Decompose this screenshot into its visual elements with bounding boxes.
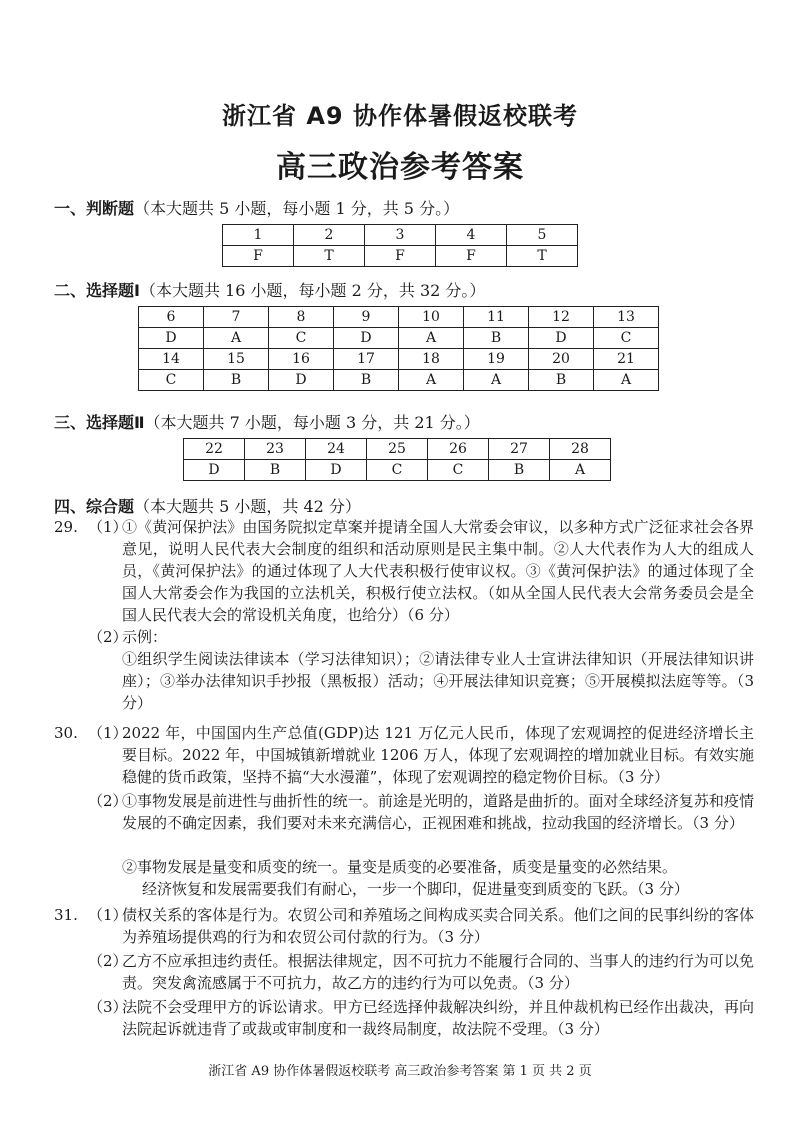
question-number-cell: 21 — [594, 349, 659, 370]
answer-cell: A — [399, 328, 464, 349]
question-number-cell: 13 — [594, 307, 659, 328]
answer-cell: B — [529, 370, 594, 391]
answer-text: ①组织学生阅读法律读本（学习法律知识）；②请法律专业人士宣讲法律知识（开展法律知识讲座）；③举办法律知识手抄报（黑板报）活动；④开展法律知识竞赛；⑤开展模拟法庭等等。（3 分） — [122, 650, 754, 712]
question-number: 30. — [54, 724, 78, 742]
answer-cell: T — [294, 246, 365, 267]
answer-cell: C — [428, 460, 489, 481]
section1-heading — [54, 196, 459, 219]
sub-question-label: （1） — [88, 724, 128, 742]
section3-note: （本大题共 7 小题，每小题 3 分，共 21 分。） — [144, 413, 480, 432]
answer-cell: D — [139, 328, 204, 349]
page-footer: 浙江省 A9 协作体暑假返校联考 高三政治参考答案 第 1 页 共 2 页 — [208, 1064, 592, 1079]
table-row — [184, 439, 611, 460]
question-number-cell: 22 — [184, 439, 245, 460]
question-number-cell: 9 — [334, 307, 399, 328]
table-row — [184, 460, 611, 481]
answer-text: ②事物发展是量变和质变的统一。量变是质变的必要准备，质变是量变的必然结果。 — [122, 858, 678, 876]
section1-note: （本大题共 5 小题，每小题 1 分，共 5 分。） — [134, 199, 460, 218]
exam-title: 浙江省 A9 协作体暑假返校联考 — [222, 102, 578, 130]
section3-answer-table — [183, 438, 611, 481]
sub-question-label: （2） — [88, 792, 128, 810]
section4-heading — [54, 494, 361, 517]
question-number-cell: 20 — [529, 349, 594, 370]
question-number-cell: 2 — [294, 225, 365, 246]
answer-text: ①事物发展是前进性与曲折性的统一。前途是光明的，道路是曲折的。面对全球经济复苏和疫情发展的不确定因素，我们要对未来充满信心，正视困难和挑战，拉动我国的经济增长。（3 分） — [122, 792, 754, 832]
answer-heading: 示例： — [122, 628, 168, 646]
question-number: 31. — [54, 906, 78, 924]
section3-label: 三、选择题Ⅱ — [54, 413, 145, 432]
question-number-cell: 19 — [464, 349, 529, 370]
question-number-cell: 11 — [464, 307, 529, 328]
question-number-cell: 12 — [529, 307, 594, 328]
question-number-cell: 6 — [139, 307, 204, 328]
question-number-cell: 5 — [507, 225, 578, 246]
section2-heading — [54, 278, 485, 301]
question-number: 29. — [54, 518, 78, 536]
answer-cell: D — [306, 460, 367, 481]
section2-label: 二、选择题Ⅰ — [54, 281, 140, 300]
question-number-cell: 23 — [245, 439, 306, 460]
answer-text: ①《黄河保护法》由国务院拟定草案并提请全国人大常委会审议，以多种方式广泛征求社会各界意见，说明人民代表大会制度的组织和活动原则是民主集中制。②人大代表作为人大的组成人员，《黄河保护法》的通过体现了人大代表积极行使审议权。③《黄河保护法》的通过体现了全国人大常委会作为我国的立法机关，积极行使立法权。（如从全国人民代表大会常务委员会是全国人民代表大会的常设机关角度，也给分）（6 分） — [122, 518, 754, 624]
answer-cell: D — [269, 370, 334, 391]
section4-note: （本大题共 5 小题，共 42 分） — [134, 497, 361, 516]
question-number-cell: 10 — [399, 307, 464, 328]
answer-cell: A — [594, 370, 659, 391]
question-number-cell: 14 — [139, 349, 204, 370]
section1-label: 一、判断题 — [54, 199, 135, 218]
answer-text: 乙方不应承担违约责任。根据法律规定，因不可抗力不能履行合同的、当事人的违约行为可以免责。突发禽流感属于不可抗力，故乙方的违约行为可以免责。（3 分） — [122, 952, 754, 992]
sub-question-label: （3） — [88, 998, 128, 1016]
sub-question-label: （2） — [88, 628, 128, 646]
sub-question-label: （1） — [88, 518, 128, 536]
table-row — [139, 307, 659, 328]
answer-key-title: 高三政治参考答案 — [276, 150, 524, 185]
question-number-cell: 8 — [269, 307, 334, 328]
answer-cell: D — [184, 460, 245, 481]
question-number-cell: 3 — [365, 225, 436, 246]
answer-text: 债权关系的客体是行为。农贸公司和养殖场之间构成买卖合同关系。他们之间的民事纠纷的客体为养殖场提供鸡的行为和农贸公司付款的行为。（3 分） — [122, 906, 754, 946]
answer-cell: B — [464, 328, 529, 349]
answer-cell: D — [529, 328, 594, 349]
question-number-cell: 4 — [436, 225, 507, 246]
answer-cell: C — [367, 460, 428, 481]
table-row — [139, 328, 659, 349]
answer-cell: F — [365, 246, 436, 267]
question-number-cell: 27 — [489, 439, 550, 460]
answer-cell: A — [464, 370, 529, 391]
question-number-cell: 1 — [223, 225, 294, 246]
question-31 — [54, 904, 754, 1044]
section4-label: 四、综合题 — [54, 497, 135, 516]
question-number-cell: 17 — [334, 349, 399, 370]
table-row — [223, 225, 578, 246]
section3-heading — [54, 410, 480, 433]
answer-cell: C — [139, 370, 204, 391]
question-number-cell: 18 — [399, 349, 464, 370]
section2-note: （本大题共 16 小题，每小题 2 分，共 32 分。） — [139, 281, 486, 300]
table-row — [139, 349, 659, 370]
section1-answer-table — [222, 224, 578, 267]
answer-cell: F — [223, 246, 294, 267]
question-30 — [54, 722, 754, 902]
sub-question-label: （2） — [88, 952, 128, 970]
answer-text: 法院不会受理甲方的诉讼请求。甲方已经选择仲裁解决纠纷，并且仲裁机构已经作出裁决，再向法院起诉就违背了或裁或审制度和一裁终局制度，故法院不受理。（3 分） — [122, 998, 754, 1038]
answer-text: 经济恢复和发展需要我们有耐心，一步一个脚印，促进量变到质变的飞跃。（3 分） — [142, 880, 689, 898]
answer-cell: C — [594, 328, 659, 349]
section2-answer-table — [138, 306, 659, 391]
answer-cell: A — [399, 370, 464, 391]
question-number-cell: 15 — [204, 349, 269, 370]
question-number-cell: 26 — [428, 439, 489, 460]
answer-cell: B — [334, 370, 399, 391]
answer-cell: B — [245, 460, 306, 481]
question-number-cell: 25 — [367, 439, 428, 460]
sub-question-label: （1） — [88, 906, 128, 924]
answer-cell: B — [489, 460, 550, 481]
table-row — [139, 370, 659, 391]
answer-cell: B — [204, 370, 269, 391]
answer-cell: F — [436, 246, 507, 267]
table-row — [223, 246, 578, 267]
answer-text: 2022 年，中国国内生产总值(GDP)达 121 万亿元人民币，体现了宏观调控的促进经济增长主要目标。2022 年，中国城镇新增就业 1206 万人，体现了宏观调控的增加就业目标。有效实施稳健的货币政策，坚持不搞“大水漫灌”，体现了宏观调控的稳定物价目标。（3 分） — [122, 724, 754, 786]
question-number-cell: 7 — [204, 307, 269, 328]
answer-cell: A — [550, 460, 611, 481]
answer-cell: T — [507, 246, 578, 267]
answer-cell: A — [204, 328, 269, 349]
question-number-cell: 24 — [306, 439, 367, 460]
question-number-cell: 16 — [269, 349, 334, 370]
question-29 — [54, 516, 754, 712]
question-number-cell: 28 — [550, 439, 611, 460]
answer-cell: C — [269, 328, 334, 349]
answer-cell: D — [334, 328, 399, 349]
